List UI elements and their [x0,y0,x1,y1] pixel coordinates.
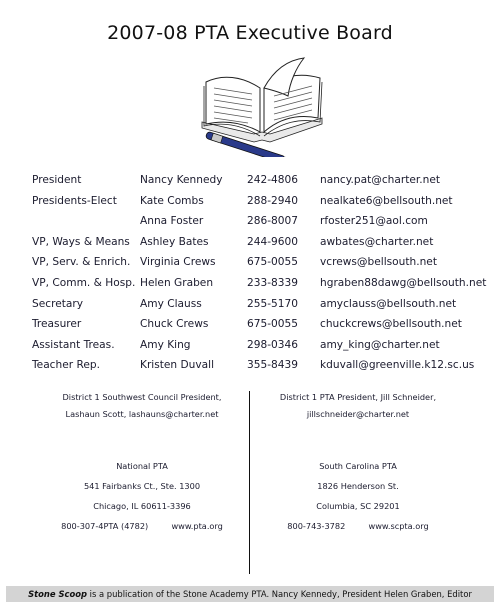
board-name: Kate Combs [140,194,204,207]
board-phone: 244-9600 [247,235,299,248]
board-role: Assistant Treas. [32,338,115,351]
council-left-line2: Lashaun Scott, lashauns@charter.net [65,409,219,419]
state-name: South Carolina PTA [319,461,397,471]
board-row [32,298,482,319]
state-address2: Columbia, SC 29201 [316,501,400,511]
board-role: Teacher Rep. [32,359,100,372]
board-email: vcrews@bellsouth.net [320,256,437,269]
publication-credit: is a publication of the Stone Academy PTA. Nancy Kennedy, President Helen Graben, Editor [86,589,472,599]
board-row [32,236,482,257]
board-email: nancy.pat@charter.net [320,174,441,186]
board-role: Presidents-Elect [32,194,117,207]
board-name: Helen Graben [140,276,214,289]
board-phone: 233-8339 [247,276,299,289]
board-email: chuckcrews@bellsouth.net [320,318,462,331]
board-role: VP, Comm. & Hosp. [32,276,136,289]
council-right-line1: District 1 PTA President, Jill Schneider, [279,392,437,402]
council-right-line2: jillschneider@charter.net [306,409,410,419]
national-name: National PTA [116,461,168,471]
board-row [32,339,482,360]
national-web-link[interactable]: www.pta.org [171,521,223,531]
board-name: Virginia Crews [140,256,216,269]
board-row [32,256,482,277]
board-name: Amy Clauss [140,297,202,310]
board-phone: 286-8007 [247,215,299,228]
national-pta-block [40,461,244,541]
state-contact [256,521,460,541]
board-row [32,276,487,298]
board-name: Anna Foster [140,215,204,228]
state-pta-block [256,461,460,541]
publication-footer [6,586,494,602]
national-address2: Chicago, IL 60611-3396 [93,501,191,511]
board-row [32,174,482,195]
board-email: rfoster251@aol.com [320,215,428,228]
page-title: 2007-08 PTA Executive Board [107,22,393,44]
board-phone: 675-0055 [247,318,299,331]
state-phone: 800-743-3782 [287,521,346,531]
board-email: kduvall@greenville.k12.sc.us [320,359,475,372]
state-address1: 1826 Henderson St. [317,481,399,491]
board-row [32,215,482,236]
board-phone: 355-8439 [247,359,299,372]
board-email: nealkate6@bellsouth.net [320,194,453,207]
board-row [32,318,482,339]
national-contact [40,521,244,541]
board-phone: 242-4806 [247,174,299,186]
open-book-with-pen-icon [192,52,332,157]
board-role: Treasurer [32,318,82,331]
board-phone: 255-5170 [247,297,299,310]
board-role: VP, Ways & Means [32,235,130,248]
publication-name: Stone Scoop [28,589,87,599]
board-email: amyclauss@bellsouth.net [320,297,457,310]
board-name: Kristen Duvall [140,359,215,372]
board-role: President [32,174,82,186]
national-address1: 541 Fairbanks Ct., Ste. 1300 [83,481,201,491]
board-phone: 288-2940 [247,194,299,207]
board-name: Nancy Kennedy [140,174,223,186]
board-phone: 675-0055 [247,256,299,269]
council-president-right [256,392,460,426]
board-name: Ashley Bates [140,235,209,248]
board-phone: 298-0346 [247,338,299,351]
board-email: amy_king@charter.net [320,338,440,351]
board-name: Chuck Crews [140,318,209,331]
board-role: VP, Serv. & Enrich. [32,256,131,269]
column-divider [249,391,250,574]
board-name: Amy King [140,338,191,351]
board-email: awbates@charter.net [320,235,434,248]
board-email: hgraben88dawg@bellsouth.net [320,276,487,289]
board-role: Secretary [32,297,83,310]
board-row [32,195,482,216]
executive-board-table [32,174,487,380]
council-president-left [40,392,244,426]
board-row [32,359,482,380]
state-web-link[interactable]: www.scpta.org [368,521,429,531]
council-left-line1: District 1 Southwest Council President, [62,392,222,402]
national-phone: 800-307-4PTA (4782) [61,521,149,531]
